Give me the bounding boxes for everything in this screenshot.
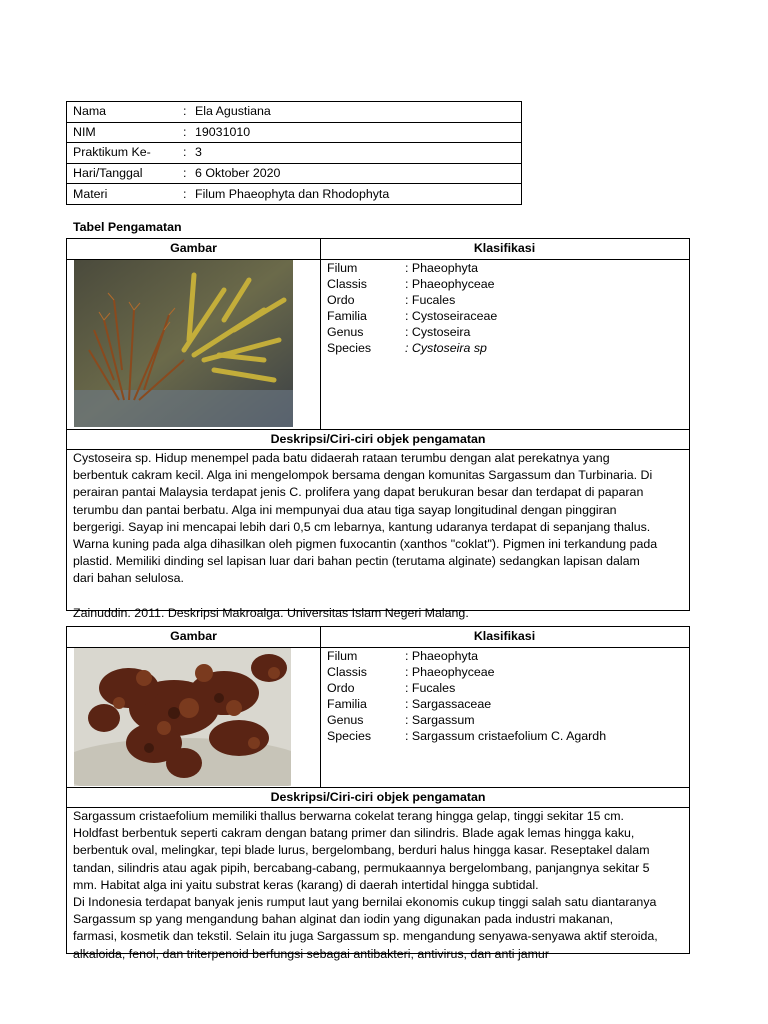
- table-header-row: [67, 239, 689, 260]
- col-header-klasifikasi: Klasifikasi: [473, 629, 536, 643]
- info-value: Filum Phaeophyta dan Rhodophyta: [195, 184, 522, 205]
- info-label: Materi: [67, 184, 184, 205]
- info-row-materi: [67, 184, 522, 205]
- table-header-row: [67, 627, 689, 648]
- klasifikasi-list: [327, 260, 497, 356]
- description-line: perairan pantai Malaysia terdapat jenis C. prolifera yang dapat berukuran besar dan terdapat di paparan: [73, 485, 644, 500]
- klasifikasi-item: Familia : Cystoseiraceae: [327, 309, 498, 323]
- section-title: Tabel Pengamatan: [73, 220, 182, 234]
- description-line: berbentuk cakram kecil. Alga ini mengelompok bersama dengan komunitas Sargassum dan Turbinaria. Di: [73, 468, 653, 483]
- observation-table-2: [66, 626, 690, 961]
- klasifikasi-item: Filum : Phaeophyta: [327, 261, 479, 275]
- description-line: tandan, silindris atau agak pipih, bercabang-cabang, permukaannya bergelombang, panjangnya sekitar 5: [73, 860, 650, 875]
- klasifikasi-item: Filum : Phaeophyta: [327, 649, 479, 663]
- info-label: Praktikum Ke-: [67, 143, 184, 164]
- info-row-nim: [67, 122, 522, 143]
- col-header-gambar: Gambar: [170, 629, 217, 643]
- observation-table-1: [66, 238, 690, 620]
- klasifikasi-item: Classis : Phaeophyceae: [327, 665, 495, 679]
- info-label: NIM: [67, 122, 184, 143]
- info-row-tanggal: [67, 163, 522, 184]
- klasifikasi-list: [327, 648, 606, 744]
- klasifikasi-item: Genus : Cystoseira: [327, 325, 471, 339]
- description-header: Deskripsi/Ciri-ciri objek pengamatan: [270, 790, 486, 804]
- klasifikasi-item: Genus : Sargassum: [327, 713, 475, 727]
- description-text: [73, 450, 683, 622]
- col-header-klasifikasi: Klasifikasi: [473, 241, 536, 255]
- klasifikasi-item: Classis : Phaeophyceae: [327, 277, 495, 291]
- klasifikasi-item: Species : Cystoseira sp: [327, 341, 487, 355]
- seaweed-image-icon: [74, 648, 291, 786]
- info-separator: :: [183, 184, 195, 205]
- content-row: [67, 648, 689, 788]
- description-line: Cystoseira sp. Hidup menempel pada batu didaerah rataan terumbu dengan alat perekatnya yang: [73, 451, 610, 465]
- info-separator: :: [183, 143, 195, 164]
- description-line: Holdfast berbentuk seperti cakram dengan batang primer dan silindris. Blade agak lemas hingga kaku,: [73, 826, 635, 841]
- description-line: Sargassum cristaefolium memiliki thallus berwarna cokelat terang hingga gelap, tinggi sekitar 15 cm.: [73, 809, 624, 823]
- klasifikasi-item: Familia : Sargassaceae: [327, 697, 492, 711]
- description-line: dari bahan selulosa.: [73, 571, 184, 586]
- content-row: [67, 260, 689, 430]
- seaweed-image-icon: [74, 260, 293, 427]
- student-info-table: [66, 101, 522, 205]
- info-row-nama: [67, 102, 522, 123]
- description-line: alkaloida, fenol, dan triterpenoid berfungsi sebagai antibakteri, antivirus, dan anti jamur: [73, 946, 549, 961]
- description-line: farmasi, kosmetik dan tekstil. Selain itu juga Sargassum sp. mengandung senyawa-senyawa aktif steroida,: [73, 929, 658, 944]
- sargassum-photo: [74, 648, 291, 786]
- description-line: Warna kuning pada alga dihasilkan oleh pigmen fuxocantin (xanthos "coklat"). Pigmen ini terkandung pada: [73, 537, 658, 552]
- col-header-gambar: Gambar: [170, 241, 217, 255]
- klasifikasi-item: Ordo : Fucales: [327, 293, 456, 307]
- info-value: Ela Agustiana: [195, 102, 522, 123]
- description-header-row: [67, 430, 689, 450]
- description-text: [73, 808, 683, 963]
- info-label: Hari/Tanggal: [67, 163, 184, 184]
- cystoseira-photo: [74, 260, 293, 427]
- description-line: Di Indonesia terdapat banyak jenis rumput laut yang bernilai ekonomis cukup tinggi salah satu diantaranya: [73, 895, 657, 910]
- reference-text: Zainuddin. 2011. Deskripsi Makroalga. Universitas Islam Negeri Malang.: [73, 605, 469, 620]
- description-header-row: [67, 788, 689, 808]
- info-value: 3: [195, 143, 522, 164]
- description-line: mm. Habitat alga ini yaitu substrat keras (karang) di daerah intertidal hingga subtidal.: [73, 877, 539, 892]
- info-separator: :: [183, 122, 195, 143]
- description-line: Sargassum sp yang mengandung bahan alginat dan iodin yang digunakan pada industri makanan,: [73, 912, 614, 927]
- description-line: berbentuk oval, melingkar, tepi blade lurus, bergelombang, berduri halus hingga kasar. Reseptakel dalam: [73, 843, 650, 858]
- info-separator: :: [183, 163, 195, 184]
- description-header: Deskripsi/Ciri-ciri objek pengamatan: [270, 432, 486, 446]
- description-line: plastid. Memiliki dinding sel lapisan luar dari bahan pectin (terutama alginate) sedangkan lapisan dalam: [73, 554, 640, 569]
- klasifikasi-item: Ordo : Fucales: [327, 681, 456, 695]
- info-row-praktikum: [67, 143, 522, 164]
- info-value: 6 Oktober 2020: [195, 163, 522, 184]
- info-value: 19031010: [195, 122, 522, 143]
- info-label: Nama: [67, 102, 184, 123]
- klasifikasi-item: Species : Sargassum cristaefolium C. Agardh: [327, 729, 607, 743]
- description-line: terumbu dan pantai berbatu. Alga ini mempunyai dua atau tiga sayap longitudinal dengan pinggiran: [73, 502, 617, 517]
- info-separator: :: [183, 102, 195, 123]
- description-line: bergerigi. Sayap ini mencapai lebih dari 0,5 cm lebarnya, kantung udaranya terdapat di sepanjang thalus.: [73, 519, 651, 534]
